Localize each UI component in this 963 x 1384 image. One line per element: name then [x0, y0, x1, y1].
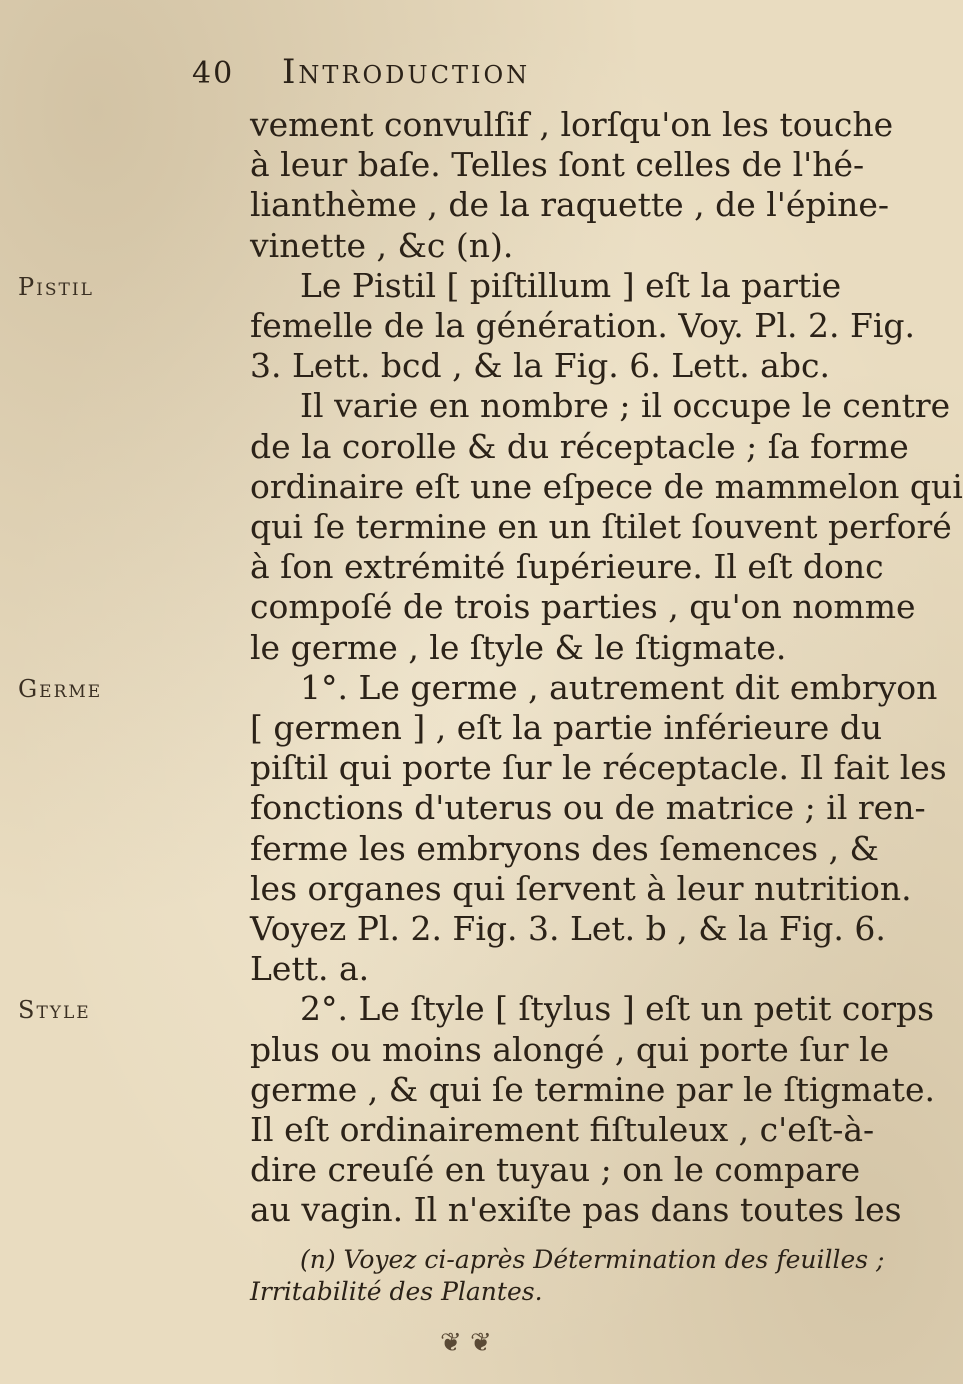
page-number: 40	[192, 56, 235, 91]
body-line: fonctions d'uterus ou de matrice ; il ren-	[250, 788, 926, 828]
body-line: le germe , le ſtyle & le ſtigmate.	[250, 627, 787, 667]
page-header	[192, 48, 712, 98]
body-line: [ germen ] , eſt la partie inférieure du	[250, 708, 883, 747]
body-line: Le Pistil [ piſtillum ] eſt la partie	[300, 265, 842, 305]
body-line: femelle de la génération. Voy. Pl. 2. Fig.	[250, 306, 916, 345]
body-line: vinette , &c (n).	[250, 225, 514, 265]
body-line: Il eſt ordinairement fiſtuleux , c'eſt-à-	[250, 1110, 875, 1149]
body-line: au vagin. Il n'exiſte pas dans toutes les	[250, 1190, 902, 1230]
body-line: germe , & qui ſe termine par le ſtigmate.	[250, 1069, 935, 1109]
margin-note-style: Style	[18, 996, 91, 1025]
body-line: vement convulſif , lorſqu'on les touche	[250, 105, 894, 144]
body-line: lianthème , de la raquette , de l'épine-	[250, 185, 890, 225]
body-line: de la corolle & du réceptacle ; ſa forme	[250, 426, 909, 466]
footnote-line: (n) Voyez ci-après Détermination des feuilles ;	[300, 1244, 885, 1274]
body-line: ferme les embryons des ſemences , &	[250, 828, 879, 868]
body-line: compoſé de trois parties , qu'on nomme	[250, 587, 916, 627]
margin-note-germe: Germe	[18, 674, 103, 703]
body-line: Voyez Pl. 2. Fig. 3. Let. b , & la Fig. 6.	[250, 909, 886, 948]
body-line: plus ou moins alongé , qui porte ſur le	[250, 1029, 890, 1069]
ornament-fleuron-icon: ❦ ❦	[440, 1327, 492, 1358]
body-line: ordinaire eſt une eſpece de mammelon qui	[250, 466, 963, 506]
body-line: Il varie en nombre ; il occupe le centre	[300, 386, 951, 426]
body-line: 1°. Le germe , autrement dit embryon	[300, 667, 938, 707]
margin-note-pistil: Pistil	[18, 272, 94, 301]
body-line: dire creuſé en tuyau ; on le compare	[250, 1150, 861, 1190]
body-line: à ſon extrémité ſupérieure. Il eſt donc	[250, 547, 884, 587]
body-line: qui ſe termine en un ſtilet ſouvent perforé	[250, 507, 952, 546]
body-line: 2°. Le ſtyle [ ſtylus ] eſt un petit corps	[300, 989, 935, 1029]
footnote-line: Irritabilité des Plantes.	[250, 1276, 543, 1306]
body-line: à leur baſe. Telles ſont celles de l'hé-	[250, 145, 865, 185]
body-line: piſtil qui porte ſur le réceptacle. Il fait les	[250, 748, 947, 788]
running-title: Introduction	[282, 52, 531, 92]
body-line: les organes qui ſervent à leur nutrition.	[250, 868, 912, 908]
body-line: 3. Lett. bcd , & la Fig. 6. Lett. abc.	[250, 346, 830, 386]
body-line: Lett. a.	[250, 949, 370, 989]
